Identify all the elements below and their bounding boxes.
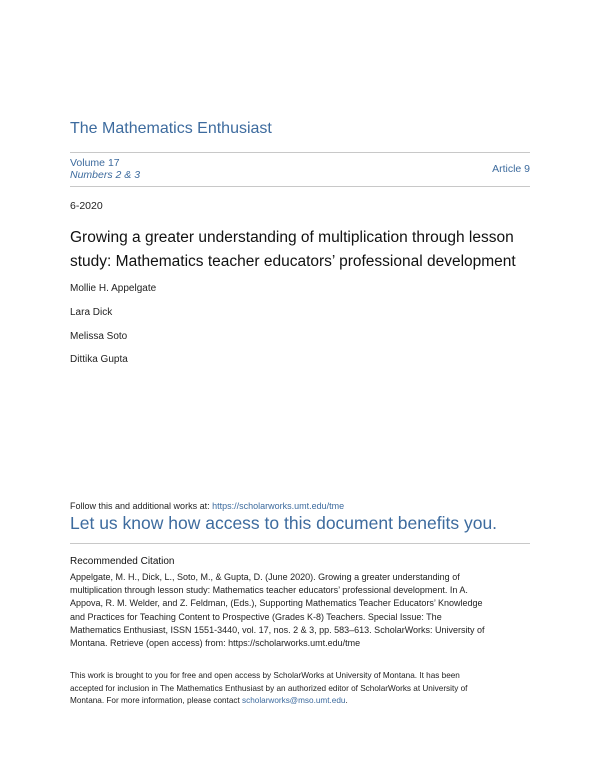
footer-text bbox=[70, 670, 467, 708]
footer-period: . bbox=[345, 696, 348, 705]
citation-line: multiplication through lesson study: Mathematics teacher educators’ professional development. In A. bbox=[70, 585, 468, 596]
author: Lara Dick bbox=[70, 307, 113, 318]
citation-line: and Practices for Teaching Content to Prospective (Grades K-8) Teachers. Special Issue: The bbox=[70, 611, 442, 622]
author: Mollie H. Appelgate bbox=[70, 283, 157, 294]
follow-text: Follow this and additional works at: bbox=[70, 501, 213, 511]
citation-heading: Recommended Citation bbox=[70, 556, 175, 567]
footer-line: This work is brought to you for free and open access by ScholarWorks at University of Montana. It has been bbox=[70, 671, 460, 680]
footer-line bbox=[70, 695, 467, 708]
citation-text bbox=[70, 571, 485, 650]
divider bbox=[70, 186, 530, 187]
article-title-line1: Growing a greater understanding of multiplication through lesson bbox=[70, 229, 514, 246]
article-title-line2: study: Mathematics teacher educators’ professional development bbox=[70, 253, 516, 270]
numbers[interactable]: Numbers 2 & 3 bbox=[70, 169, 141, 181]
author: Dittika Gupta bbox=[70, 354, 128, 365]
citation-line: Mathematics Enthusiast, ISSN 1551-3440, vol. 17, nos. 2 & 3, pp. 583–613. ScholarWorks: University of bbox=[70, 624, 485, 635]
citation-line: Appelgate, M. H., Dick, L., Soto, M., & Gupta, D. (June 2020). Growing a greater understanding of bbox=[70, 572, 460, 582]
footer-text-part: Montana. For more information, please contact bbox=[70, 696, 243, 705]
citation-line: Appova, R. M. Welder, and Z. Feldman, (Eds.), Supporting Mathematics Teacher Educators’ Knowledge bbox=[70, 598, 483, 609]
follow-link[interactable]: https://scholarworks.umt.edu/tme bbox=[212, 501, 345, 511]
volume[interactable]: Volume 17 bbox=[70, 157, 120, 169]
footer-line: accepted for inclusion in The Mathematics Enthusiast by an authorized editor of ScholarWorks at University of bbox=[70, 683, 468, 693]
journal-title[interactable]: The Mathematics Enthusiast bbox=[70, 120, 272, 137]
publication-date: 6-2020 bbox=[70, 200, 103, 212]
author: Melissa Soto bbox=[70, 331, 128, 342]
benefits-link[interactable]: Let us know how access to this document benefits you. bbox=[70, 513, 498, 533]
article-number[interactable]: Article 9 bbox=[492, 163, 530, 175]
divider bbox=[70, 152, 530, 153]
contact-email-link[interactable]: scholarworks@mso.umt.edu bbox=[242, 696, 346, 705]
follow-line bbox=[70, 501, 344, 511]
citation-line: Montana. Retrieve (open access) from: https://scholarworks.umt.edu/tme bbox=[70, 638, 361, 649]
divider bbox=[70, 543, 530, 544]
